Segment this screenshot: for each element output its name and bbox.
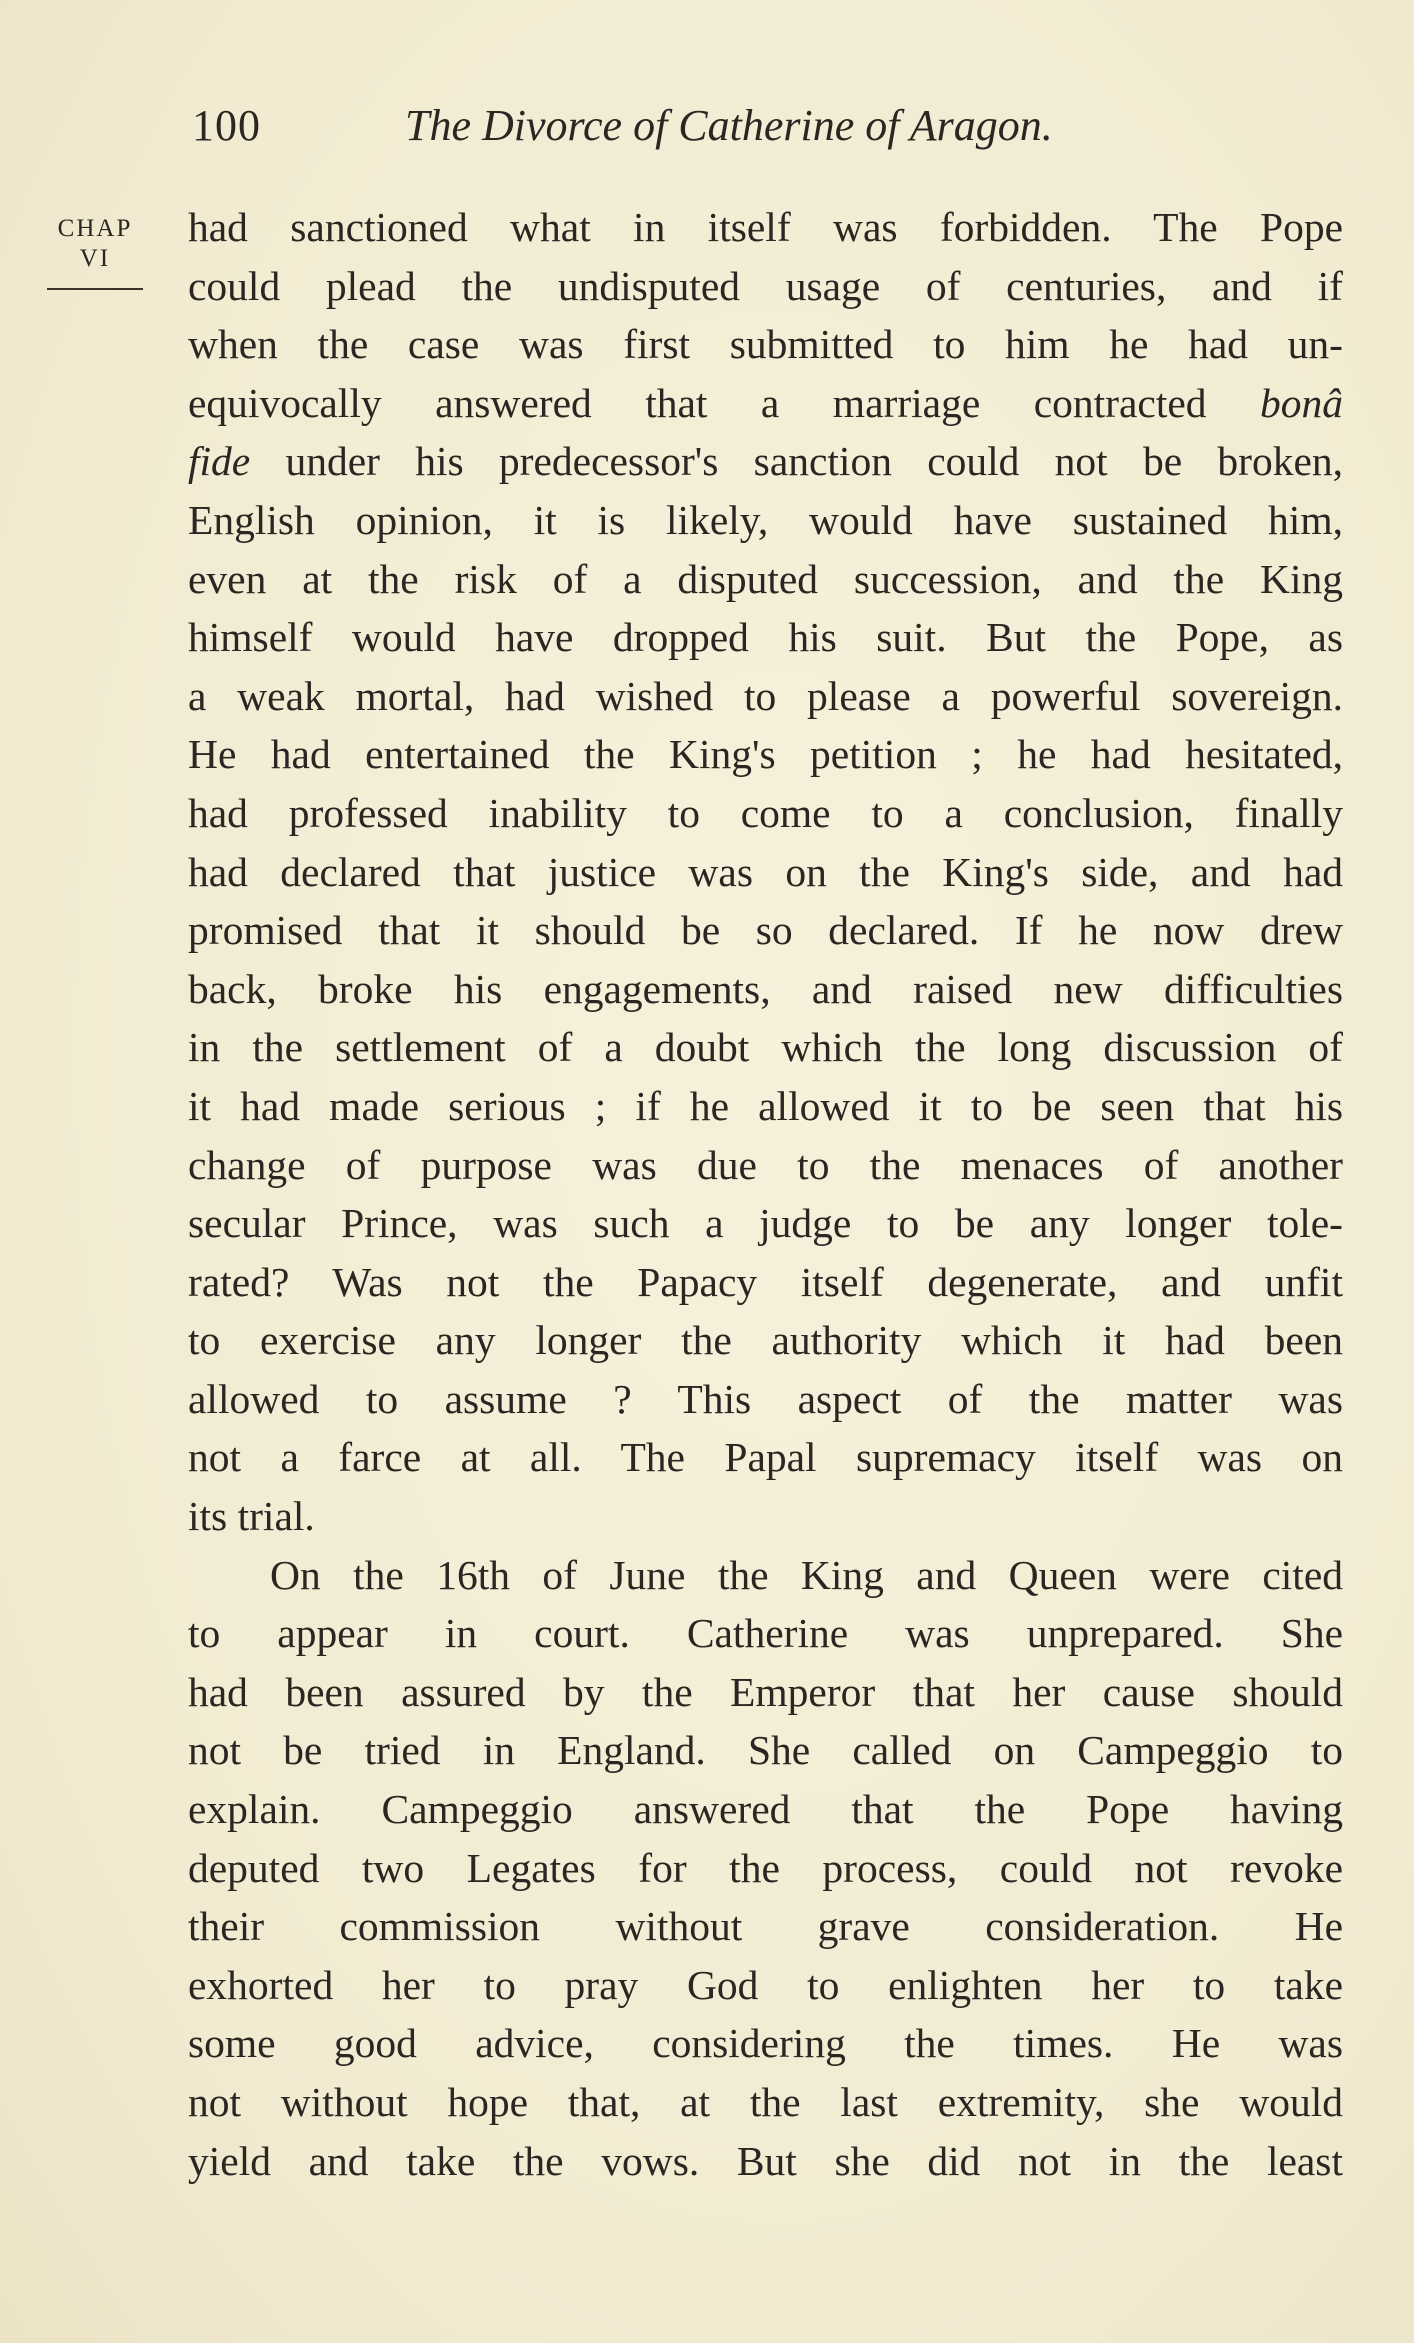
text-line: had declared that justice was on the King's side, and had xyxy=(188,848,1343,895)
paragraph-start-line: On the 16th of June the King and Queen were cited xyxy=(270,1551,1343,1598)
text-line: He had entertained the King's petition ; he had hesitated, xyxy=(188,731,1343,778)
text-line: secular Prince, was such a judge to be any longer tole- xyxy=(188,1200,1343,1247)
running-title: The Divorce of Catherine of Aragon. xyxy=(405,101,1053,150)
text-line: in the settlement of a doubt which the long discussion of xyxy=(188,1024,1343,1071)
text-line: allowed to assume ? This aspect of the matter was xyxy=(188,1375,1343,1422)
text-line: when the case was first submitted to him he had un- xyxy=(188,321,1343,368)
text-line: fide under his predecessor's sanction could not be broken, xyxy=(188,438,1343,485)
text-line: their commission without grave consideration. He xyxy=(188,1903,1343,1950)
text-line: had professed inability to come to a conclusion, finally xyxy=(188,789,1343,836)
text-line: some good advice, considering the times. He was xyxy=(188,2020,1343,2067)
text-line: back, broke his engagements, and raised new difficulties xyxy=(188,965,1343,1012)
text-line: not without hope that, at the last extremity, she would xyxy=(188,2079,1343,2125)
text-line: even at the risk of a disputed succession, and the King xyxy=(188,555,1343,602)
chapter-marker xyxy=(40,214,150,290)
text-line: English opinion, it is likely, would have sustained him, xyxy=(188,496,1343,543)
text-line: promised that it should be so declared. If he now drew xyxy=(188,907,1343,954)
chapter-number: VI xyxy=(79,245,111,272)
text-line: exhorted her to pray God to enlighten her to take xyxy=(188,1961,1343,2008)
text-line: not a farce at all. The Papal supremacy itself was on xyxy=(188,1434,1343,1481)
page-number: 100 xyxy=(192,101,261,150)
text-line: yield and take the vows. But she did not in the least xyxy=(188,2137,1343,2184)
text-line: deputed two Legates for the process, could not revoke xyxy=(188,1844,1343,1891)
chapter-rule xyxy=(47,288,143,290)
text-line: explain. Campeggio answered that the Pope having xyxy=(188,1786,1343,1833)
paragraph-end-line: its trial. xyxy=(188,1493,315,1540)
text-line: not be tried in England. She called on Campeggio to xyxy=(188,1727,1343,1774)
text-line: himself would have dropped his suit. But the Pope, as xyxy=(188,614,1343,661)
text-line: had been assured by the Emperor that her cause should xyxy=(188,1668,1343,1715)
text-line: change of purpose was due to the menaces of another xyxy=(188,1141,1343,1188)
text-line: a weak mortal, had wished to please a powerful sovereign. xyxy=(188,672,1343,719)
chapter-label: CHAP xyxy=(57,215,133,242)
text-line: rated? Was not the Papacy itself degenerate, and unfit xyxy=(188,1258,1343,1305)
text-line: could plead the undisputed usage of centuries, and if xyxy=(188,262,1343,309)
text-line: had sanctioned what in itself was forbidden. The Pope xyxy=(188,204,1343,250)
text-line: to appear in court. Catherine was unprepared. She xyxy=(188,1610,1343,1657)
text-line: equivocally answered that a marriage contracted bonâ xyxy=(188,379,1343,426)
text-line: it had made serious ; if he allowed it to be seen that his xyxy=(188,1082,1343,1129)
body-text xyxy=(188,198,1343,2190)
page-header xyxy=(192,100,1152,160)
text-line: to exercise any longer the authority which it had been xyxy=(188,1317,1343,1364)
